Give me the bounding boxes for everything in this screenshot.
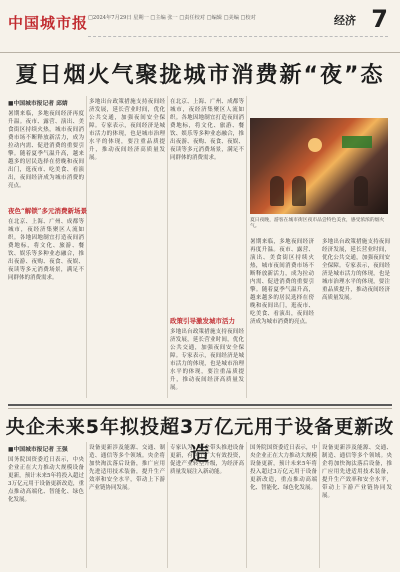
article1-column-4: 暑期来临，多地夜间经济再度升温。夜市、露营、演出、美食街区持续火热，城市夜间消费市场不断释放新活力，成为拉动内需、促进消费的重要引擎。随着夏季气温升高，越来越多的居民选择在傍晚和夜间出门，逛夜市、吃美食、看演出，夜间经济成为城市消费的亮点。 <box>250 239 314 325</box>
article2-byline: ■中国城市报记者 王强 <box>8 447 68 453</box>
article1-byline: ■中国城市报记者 邱婧 <box>8 101 68 107</box>
article1-column-3b: 多地出台政策措施支持夜间经济发展，延长营业时间，优化公共交通，加强夜间安全保障。专家表示，夜间经济是城市活力的体现，也是城市治理水平的体现，要注重品质提升，推动夜间经济高质量发展。 <box>170 329 244 391</box>
article1-column-3: 在北京、上海、广州、成都等城市，夜经济集聚区人流如织。各地因地制宜打造夜间消费地标，将文化、旅游、餐饮、娱乐等多种业态融合，推出夜游、夜购、夜食、夜娱、夜读等多元消费场景，满足不同群体的消费需求。 <box>170 99 244 161</box>
person-silhouette-icon <box>354 176 368 206</box>
article2-column-3: 专家认为，央企带头推进设备更新，有利于扩大有效投资，促进产业转型升级，为经济高质量发展注入新动能。 <box>170 445 244 475</box>
article2-headline: 央企未来5年拟投超3万亿元用于设备更新改造 <box>5 416 395 465</box>
article1-column-5: 多地出台政策措施支持夜间经济发展，延长营业时间，优化公共交通，加强夜间安全保障。专家表示，夜间经济是城市活力的体现，也是城市治理水平的体现，要注重品质提升，推动夜间经济高质量发展。 <box>322 239 390 301</box>
section-divider <box>8 404 392 406</box>
dateline: □2024年7月29日 星期一 □主编 张一 □责任校对 □编辑 □美编 □校对 <box>88 15 256 21</box>
masthead <box>0 0 400 53</box>
section-label: 经济 <box>334 14 356 27</box>
column-rule <box>167 96 168 398</box>
article2-column-2: 设备更新涉及能源、交通、制造、通信等多个领域。央企将加快淘汰落后设备，推广应用先进适用技术装备，提升生产效率和安全水平，带动上下游产业链协同发展。 <box>89 445 165 491</box>
article2-column-4: 国务院国资委近日表示，中央企业正在大力推动大规模设备更新，预计未来5年将投入超过3万亿元用于设备更新改造，重点推动高端化、智能化、绿色化发展。 <box>250 445 317 491</box>
photo-caption: 夏日夜晚，游客在城市街区夜市品尝特色美食，感受浓浓的烟火气。 <box>250 218 385 229</box>
shop-sign-icon <box>342 136 372 148</box>
header-rule <box>88 36 388 40</box>
section-divider-thin <box>8 408 392 409</box>
article1-subhead-1: 夜色“解锁”多元消费新场景 <box>8 207 87 215</box>
article1-column-2: 多地出台政策措施支持夜间经济发展，延长营业时间，优化公共交通，加强夜间安全保障。专家表示，夜间经济是城市活力的体现，也是城市治理水平的体现，要注重品质提升，推动夜间经济高质量发展。 <box>89 99 165 161</box>
article2-column-1: 国务院国资委近日表示，中央企业正在大力推动大规模设备更新，预计未来5年将投入超过3万亿元用于设备更新改造，重点推动高端化、智能化、绿色化发展。 <box>8 457 84 503</box>
article1-subhead-2: 政策引导激发城市活力 <box>170 317 235 325</box>
person-silhouette-icon <box>270 176 284 206</box>
column-rule <box>86 442 87 568</box>
lantern-icon <box>308 138 322 152</box>
article1-column-1b: 在北京、上海、广州、成都等城市，夜经济集聚区人流如织。各地因地制宜打造夜间消费地标，将文化、旅游、餐饮、娱乐等多种业态融合，推出夜游、夜购、夜食、夜娱、夜读等多元消费场景，满足不同群体的消费需求。 <box>8 219 84 281</box>
article1-column-1: 暑期来临，多地夜间经济再度升温。夜市、露营、演出、美食街区持续火热，城市夜间消费市场不断释放新活力，成为拉动内需、促进消费的重要引擎。随着夏季气温升高，越来越多的居民选择在傍晚和夜间出门，逛夜市、吃美食、看演出，夜间经济成为城市消费的亮点。 <box>8 111 84 189</box>
person-silhouette-icon <box>292 176 306 206</box>
newspaper-logo: 中国城市报 <box>8 14 89 32</box>
column-rule <box>86 96 87 398</box>
article2-column-5: 设备更新涉及能源、交通、制造、通信等多个领域。央企将加快淘汰落后设备，推广应用先进适用技术装备，提升生产效率和安全水平，带动上下游产业链协同发展。 <box>322 445 392 499</box>
column-rule <box>167 442 168 568</box>
column-rule <box>246 442 247 568</box>
article1-headline: 夏日烟火气聚拢城市消费新“夜”态 <box>15 63 385 88</box>
column-rule <box>246 96 247 398</box>
night-market-photo <box>250 118 388 214</box>
page-number: 7 <box>371 5 388 33</box>
column-rule <box>319 442 320 568</box>
